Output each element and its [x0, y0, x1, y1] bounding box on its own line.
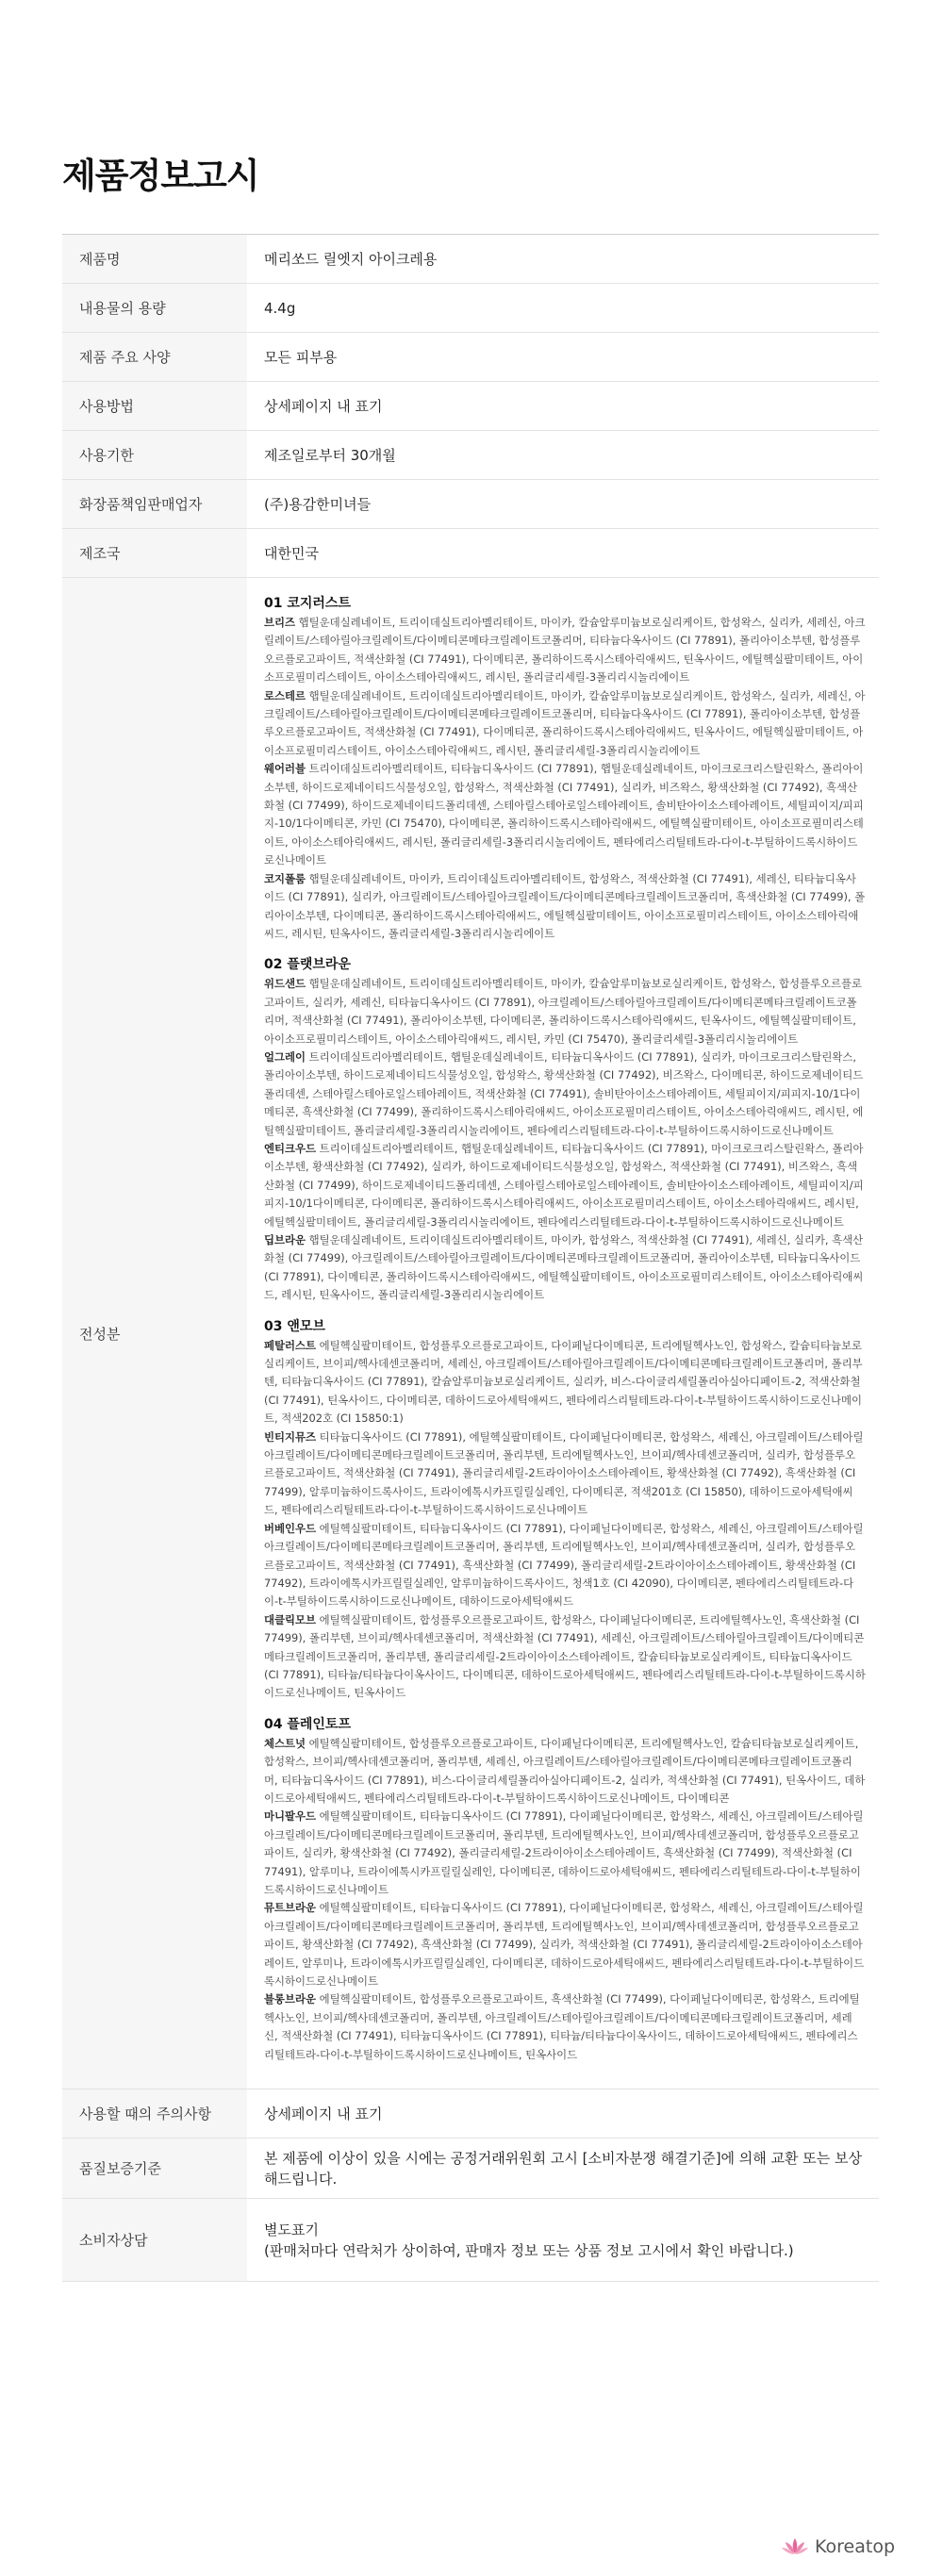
table-row [62, 2138, 879, 2199]
shade-ingredient-text: 햅틸운데실레네이트, 트리이데실트리아멜리테이트, 마이카, 칼슘알루미늄보로실리케이트, 합성왁스, 실리카, 세레신, 아크릴레이트/스테아릴아크릴레이트/다이메티콘메타크릴레이트코폴리머, 티타늄다옥사이드 (CI 77891), 폴리아이소부텐, 합성플루오르플로고파이트, 적색산화철 (CI 77491), 다이메티콘, 폴리하이드록시스테아릭애씨드, 틴옥사이드, 에틸헥실팔미테이트, 아이소프로필미리스테이트, 아이소스테아릭애씨드, 레시틴, 폴리글리세릴-3폴리리시놀리에이트 [264, 616, 866, 685]
shade-name: 대클릭모브 [264, 1612, 317, 1627]
shade-name: 빈티지뮤즈 [264, 1429, 317, 1444]
shade-name: 버베인우드 [264, 1521, 317, 1535]
row-label: 제품 주요 사양 [62, 333, 247, 382]
shade-ingredient-text: 햅틸운데실레네이트, 트리이데실트리아멜리테이트, 마이카, 합성왁스, 적색산화철 (CI 77491), 세레신, 실리카, 흑색산화철 (CI 77499), 아크릴레이트/스테아릴아크릴레이트/다이메티콘메타크릴레이트코폴리머, 폴리아이소부텐, 티타늄디옥사이드 (CI 77891), 다이메티콘, 폴리하이드록시스테아릭애씨드, 에틸헥실팔미테이트, 아이소프로필미리스테이트, 아이소스테아릭애씨드, 레시틴, 틴옥사이드, 폴리글리세릴-3폴리리시놀리에이트 [264, 1233, 864, 1302]
row-label: 사용방법 [62, 382, 247, 431]
shade-name: 코지폴룸 [264, 871, 306, 885]
row-value: 메리쏘드 릴엣지 아이크레용 [247, 235, 879, 284]
shade-ingredients [264, 687, 866, 761]
table-row [62, 431, 879, 480]
shade-ingredients [264, 1337, 866, 1428]
ingredients-list [247, 578, 879, 2089]
section-title: 03 앤모브 [264, 1318, 325, 1334]
section-title: 01 코지러스트 [264, 596, 351, 611]
row-label: 사용기한 [62, 431, 247, 480]
lotus-icon [781, 2536, 809, 2557]
shade-ingredient-text: 햅틸운데실레네이트, 마이카, 트리이데실트리아멜리테이트, 합성왁스, 적색산화철 (CI 77491), 세레신, 티타늄디옥사이드 (CI 77891), 실리카, 아크릴레이트/스테아릴아크릴레이트/다이메티콘메타크릴레이트코폴리머, 흑색산화철 (CI 77499), 폴리아이소부텐, 다이메티콘, 폴리하이드록시스테아릭애씨드, 에틸헥실팔미테이트, 아이소프로필미리스테이트, 아이소스테아릭애씨드, 레시틴, 틴옥사이드, 폴리글리세릴-3폴리리시놀리에이트 [264, 871, 866, 940]
shade-ingredient-text: 에틸헥실팔미테이트, 티타늄디옥사이드 (CI 77891), 다이페닐다이메티콘, 합성왁스, 세레신, 아크릴레이트/스테아릴아크릴레이트/다이메티콘메타크릴레이트코폴리머, 폴리부텐, 트리에틸헥사노인, 브이피/헥사데센코폴리머, 실리카, 합성플루오르플로고파이트, 적색산화철 (CI 77491), 흑색산화철 (CI 77499), 폴리글리세릴-2트라이아이소스테아레이트, 황색산화철 (CI 77492), 트라이에톡시카프릴릴실레인, 알루미늄하이드록사이드, 청색1호 (CI 42090), 다이메티콘, 펜타에리스리틸테트라-다이-t-부틸하이드록시하이드로신나메이트, 데하이드로아세틱애씨드 [264, 1521, 864, 1609]
row-value: (주)용감한미녀들 [247, 480, 879, 529]
table-row [62, 382, 879, 431]
table-row [62, 529, 879, 578]
row-label: 소비자상담 [62, 2199, 247, 2282]
page-title: 제품정보고시 [62, 156, 259, 196]
row-value: 상세페이지 내 표기 [247, 2089, 879, 2138]
table-row [62, 235, 879, 284]
shade-ingredient-text: 에틸헥실팔미테이트, 합성플루오르플로고파이트, 합성왁스, 다이페닐다이메티콘, 트리에틸헥사노인, 흑색산화철 (CI 77499), 폴리부텐, 브이피/헥사데센코폴리머, 적색산화철 (CI 77491), 세레신, 아크릴레이트/스테아릴아크릴레이트/다이메티콘메타크릴레이트코폴리머, 폴리부텐, 폴리글리세릴-2트라이아이소스테아레이트, 칼슘티타늄보로실리케이트, 티타늄디옥사이드 (CI 77891), 티타늄/티타늄다이옥사이드, 다이메티콘, 데하이드로아세틱애씨드, 펜타에리스리틸테트라-다이-t-부틸하이드록시하이드로신나메이트, 틴옥사이드 [264, 1612, 866, 1700]
shade-ingredients [264, 1899, 866, 1990]
shade-ingredients [264, 1611, 866, 1703]
consumer-contact-note: (판매처마다 연락처가 상이하여, 판매자 정보 또는 상품 정보 고시에서 확인 바랍니다.) [264, 2241, 794, 2259]
shade-name: 블롱브라운 [264, 1992, 317, 2006]
ingredient-section [264, 1714, 866, 2064]
consumer-contact-line: 별도표기 [264, 2221, 319, 2238]
ingredient-section [264, 954, 866, 1304]
shade-ingredient-text: 티타늄디옥사이드 (CI 77891), 에틸헥실팔미테이트, 다이페닐다이메티콘, 합성왁스, 세레신, 아크릴레이트/스테아릴아크릴레이트/다이메티콘메타크릴레이트코폴리머, 폴리부텐, 트리에틸헥사노인, 브이피/헥사데센코폴리머, 실리카, 합성플루오르플로고파이트, 적색산화철 (CI 77491), 폴리글리세릴-2트라이아이소스테아레이트, 황색산화철 (CI 77492), 흑색산화철 (CI 77499), 알루미늄하이드록사이드, 트라이에톡시카프릴릴실레인, 다이메티콘, 적색201호 (CI 15850), 데하이드로아세틱애씨드, 펜타에리스리틸테트라-다이-t-부틸하이드록시하이드로신나메이트 [264, 1429, 864, 1517]
shade-name: 엔티크우드 [264, 1141, 317, 1155]
shade-name: 체스트넛 [264, 1736, 306, 1750]
ingredient-section [264, 1316, 866, 1703]
row-value: 제조일로부터 30개월 [247, 431, 879, 480]
shade-ingredient-text: 트리이데실트리아멜리테이트, 티타늄디옥사이드 (CI 77891), 햅틸운데실레네이트, 마이크로크리스탈린왁스, 폴리아이소부텐, 하이드로제네이티드식물성오일, 합성왁스, 적색산화철 (CI 77491), 실리카, 비즈왁스, 황색산화철 (CI 77492), 흑색산화철 (CI 77499), 하이드로제네이티드폴리데센, 스테아릴스테아로일스테아레이트, 솔비탄아이소스테아레이트, 세틸피이지/피피지-10/1다이메티콘, 카민 (CI 75470), 다이메티콘, 폴리하이드록시스테아릭애씨드, 에틸헥실팔미테이트, 아이소프로필미리스테이트, 아이소스테아릭애씨드, 레시틴, 폴리글리세릴-3폴리리시놀리에이트, 펜타에리스리틸테트라-다이-t-부틸하이드록시하이드로신나메이트 [264, 762, 864, 867]
product-info-table [62, 234, 879, 2282]
row-value [247, 2199, 879, 2282]
shade-ingredient-text: 햅틸운데실레네이트, 트리이데실트리아멜리테이트, 마이카, 칼슘알루미늄보로실리케이트, 합성왁스, 합성플루오르플로고파이트, 실리카, 세레신, 티타늄디옥사이드 (CI 77891), 아크릴레이트/스테아릴아크릴레이트/다이메티콘메타크릴레이트코폴리머, 적색산화철 (CI 77491), 폴리아이소부텐, 다이메티콘, 폴리하이드록시스테아릭애씨드, 틴옥사이드, 에틸헥실팔미테이트, 아이소프로필미리스테이트, 아이소스테아릭애씨드, 레시틴, 카민 (CI 75470), 폴리글리세릴-3폴리리시놀리에이트 [264, 977, 863, 1046]
section-title: 02 플랫브라운 [264, 957, 351, 973]
shade-ingredients [264, 870, 866, 944]
table-row [62, 2199, 879, 2282]
row-label: 전성분 [62, 578, 247, 2089]
shade-ingredients [264, 1428, 866, 1520]
ingredients-row [62, 578, 879, 2089]
row-label: 제품명 [62, 235, 247, 284]
shade-ingredients [264, 1990, 866, 2064]
shade-ingredient-text: 에틸헥실팔미테이트, 합성플루오르플로고파이트, 다이페닐다이메티콘, 트리에틸헥사노인, 합성왁스, 칼슘티타늄보로실리케이트, 브이피/헥사데센코폴리머, 세레신, 아크릴레이트/스테아릴아크릴레이트/다이메티콘메타크릴레이트코폴리머, 폴리부텐, 티타늄디옥사이드 (CI 77891), 칼슘알루미늄보로실리케이트, 실리카, 비스-다이글리세릴폴리아실아디페이트-2, 적색산화철 (CI 77491), 틴옥사이드, 다이메티콘, 데하이드로아세틱애씨드, 펜타에리스리틸테트라-다이-t-부틸하이드록시하이드로신나메이트, 적색202호 (CI 15850:1) [264, 1338, 863, 1426]
shade-name: 웨어러블 [264, 762, 306, 776]
ingredient-section [264, 593, 866, 943]
table-row [62, 284, 879, 333]
shade-ingredients [264, 1520, 866, 1611]
shade-name: 마니팔우드 [264, 1809, 317, 1824]
shade-ingredients [264, 760, 866, 869]
row-label: 사용할 때의 주의사항 [62, 2089, 247, 2138]
row-label: 품질보증기준 [62, 2138, 247, 2199]
shade-ingredients [264, 1231, 866, 1305]
shade-ingredients [264, 614, 866, 687]
shade-ingredient-text: 에틸헥실팔미테이트, 합성플루오르플로고파이트, 다이페닐다이메티콘, 트리에틸헥사노인, 칼슘티타늄보로실리케이트, 합성왁스, 브이피/헥사데센코폴리머, 폴리부텐, 세레신, 아크릴레이트/스테아릴아크릴레이트/다이메티콘메타크릴레이트코폴리머, 티타늄디옥사이드 (CI 77891), 비스-다이글리세릴폴리아실아디페이트-2, 실리카, 적색산화철 (CI 77491), 틴옥사이드, 데하이드로아세틱애씨드, 펜타에리스리틸테트라-다이-t-부틸하이드록시하이드로신나메이트, 다이메티콘 [264, 1736, 866, 1805]
section-title: 04 플레인토프 [264, 1716, 351, 1732]
shade-name: 얼그레이 [264, 1049, 306, 1064]
shade-ingredients [264, 1735, 866, 1808]
shade-ingredient-text: 트리이데실트리아멜리테이트, 햅틸운데실레네이트, 티타늄디옥사이드 (CI 77891), 마이크로크리스탈린왁스, 폴리아이소부텐, 황색산화철 (CI 77492), 실리카, 하이드로제네이티드식물성오일, 합성왁스, 적색산화철 (CI 77491), 비즈왁스, 흑색산화철 (CI 77499), 하이드로제네이티드폴리데센, 스테아릴스테아로일스테아레이트, 솔비탄아이소스테아레이트, 세틸피이지/피피지-10/1다이메티콘, 다이메티콘, 폴리하이드록시스테아릭애씨드, 아이소프로필미리스테이트, 아이소스테아릭애씨드, 레시틴, 에틸헥실팔미테이트, 폴리글리세릴-3폴리리시놀리에이트, 펜타에리스리틸테트라-다이-t-부틸하이드록시하이드로신나메이트 [264, 1141, 864, 1229]
shade-ingredient-text: 에틸헥실팔미테이트, 티타늄디옥사이드 (CI 77891), 다이페닐다이메티콘, 합성왁스, 세레신, 아크릴레이트/스테아릴아크릴레이트/다이메티콘메타크릴레이트코폴리머, 폴리부텐, 트리에틸헥사노인, 브이피/헥사데센코폴리머, 합성플루오르플로고파이트, 황색산화철 (CI 77492), 흑색산화철 (CI 77499), 실리카, 적색산화철 (CI 77491), 폴리글리세릴-2트라이아이소스테아레이트, 알루미나, 트라이에톡시카프릴릴실레인, 다이메티콘, 데하이드로아세틱애씨드, 펜타에리스리틸테트라-다이-t-부틸하이드록시하이드로신나메이트 [264, 1901, 865, 1989]
table-row [62, 2089, 879, 2138]
row-label: 제조국 [62, 529, 247, 578]
table-row [62, 333, 879, 382]
row-label: 화장품책임판매업자 [62, 480, 247, 529]
row-value: 본 제품에 이상이 있을 시에는 공정거래위원회 고시 [소비자분쟁 해결기준]에 의해 교환 또는 보상해드립니다. [247, 2138, 879, 2199]
shade-name: 로스테르 [264, 688, 306, 702]
shade-ingredients [264, 1140, 866, 1231]
logo-text: Koreatop [815, 2536, 895, 2557]
shade-ingredient-text: 햅틸운데실레네이트, 트리이데실트리아멜리테이트, 마이카, 칼슘알루미늄보로실리케이트, 합성왁스, 실리카, 세레신, 아크릴레이트/스테아릴아크릴레이트/다이메티콘메타크릴레이트코폴리머, 티타늄다옥사이드 (CI 77891), 폴리아이소부텐, 합성플루오르플로고파이트, 적색산화철 (CI 77491), 다이메티콘, 폴리하이드록시스테아릭애씨드, 틴옥사이드, 에틸헥실팔미테이트, 아이소프로필미리스테이트, 아이소스테아릭애씨드, 레시틴, 폴리글리세릴-3폴리리시놀리에이트 [264, 688, 866, 757]
row-value: 모든 피부용 [247, 333, 879, 382]
shade-name: 딥브라운 [264, 1233, 306, 1247]
shade-ingredients [264, 975, 866, 1049]
shade-ingredients [264, 1049, 866, 1140]
row-label: 내용물의 용량 [62, 284, 247, 333]
shade-ingredient-text: 트리이데실트리아멜리테이트, 햅틸운데실레네이트, 티타늄디옥사이드 (CI 77891), 실리카, 마이크로크리스탈린왁스, 폴리아이소부텐, 하이드로제네이티드식물성오일, 합성왁스, 황색산화철 (CI 77492), 비즈왁스, 다이메티콘, 하이드로제네이티드폴리데센, 스테아릴스테아로일스테아레이트, 적색산화철 (CI 77491), 솔비탄아이소스테아레이트, 세틸피이지/피피지-10/1다이메티콘, 흑색산화철 (CI 77499), 폴리하이드록시스테아릭애씨드, 아이소프로필미리스테이트, 아이소스테아릭애씨드, 레시틴, 에틸헥실팔미테이트, 폴리글리세릴-3폴리리시놀리에이트, 펜타에리스리틸테트라-다이-t-부틸하이드록시하이드로신나메이트 [264, 1049, 864, 1137]
row-value: 4.4g [247, 284, 879, 333]
koreatop-logo [781, 2536, 895, 2557]
shade-name: 브리즈 [264, 616, 296, 629]
shade-name: 위드샌드 [264, 977, 306, 991]
shade-ingredient-text: 에틸헥실팔미테이트, 합성플루오르플로고파이트, 흑색산화철 (CI 77499), 다이페닐다이메티콘, 합성왁스, 트리에틸헥사노인, 브이피/헥사데센코폴리머, 폴리부텐, 아크릴레이트/스테아릴아크릴레이트/다이메티콘메타크릴레이트코폴리머, 세레신, 적색산화철 (CI 77491), 티타늄디옥사이드 (CI 77891), 티타늄/티타늄다이옥사이드, 데하이드로아세틱애씨드, 펜타에리스리틸테트라-다이-t-부틸하이드록시하이드로신나메이트, 틴옥사이드 [264, 1992, 860, 2061]
table-row [62, 480, 879, 529]
row-value: 대한민국 [247, 529, 879, 578]
shade-name: 뮤트브라운 [264, 1901, 317, 1915]
shade-name: 페탈러스트 [264, 1338, 317, 1352]
row-value: 상세페이지 내 표기 [247, 382, 879, 431]
shade-ingredients [264, 1808, 866, 1899]
shade-ingredient-text: 에틸헥실팔미테이트, 티타늄디옥사이드 (CI 77891), 다이페닐다이메티콘, 합성왁스, 세레신, 아크릴레이트/스테아릴아크릴레이트/다이메티콘메타크릴레이트코폴리머, 폴리부텐, 트리에틸헥사노인, 브이피/헥사데센코폴리머, 합성플루오르플로고파이트, 실리카, 황색산화철 (CI 77492), 폴리글리세릴-2트라이아이소스테아레이트, 흑색산화철 (CI 77499), 적색산화철 (CI 77491), 알루미나, 트라이에톡시카프릴릴실레인, 다이메티콘, 데하이드로아세틱애씨드, 펜타에리스리틸테트라-다이-t-부틸하이드록시하이드로신나메이트 [264, 1809, 864, 1896]
